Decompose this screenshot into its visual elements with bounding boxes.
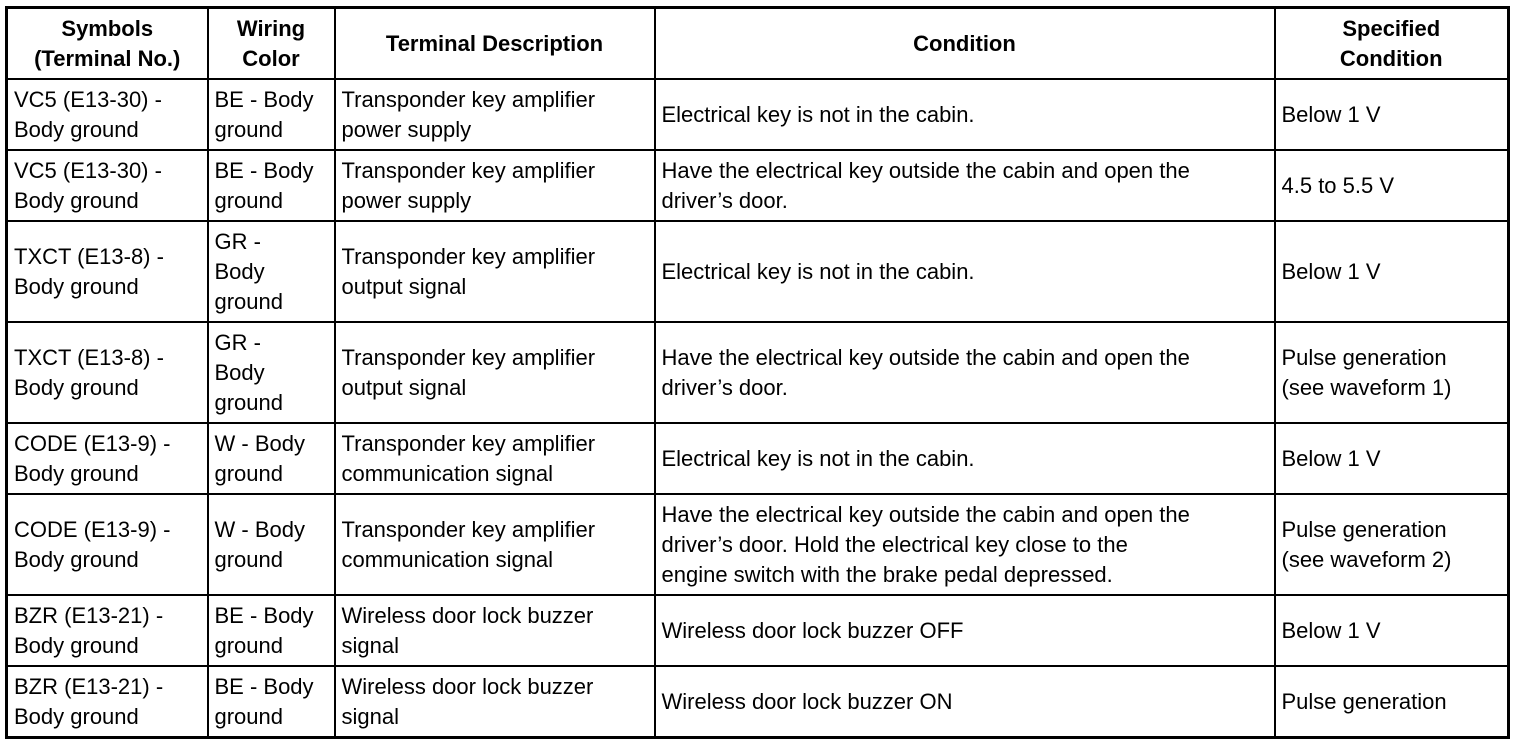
cell-terminal-description: Transponder key amplifier output signal	[335, 221, 655, 322]
cell-condition: Have the electrical key outside the cabin and open the driver’s door.	[655, 150, 1275, 221]
cell-wiring-color: BE - Body ground	[208, 79, 335, 150]
header-label: Wiring Color	[236, 15, 306, 71]
header-label: Specified Condition	[1339, 15, 1443, 71]
cell-condition: Electrical key is not in the cabin.	[655, 79, 1275, 150]
header-label: Symbols (Terminal No.)	[34, 15, 181, 71]
cell-terminal-description: Wireless door lock buzzer signal	[335, 666, 655, 738]
table-row	[7, 322, 1509, 423]
terminal-spec-table	[5, 6, 1510, 739]
cell-specified-condition: Below 1 V	[1275, 79, 1509, 150]
cell-terminal-description: Transponder key amplifier power supply	[335, 79, 655, 150]
table-row	[7, 494, 1509, 595]
cell-symbol: TXCT (E13-8) - Body ground	[7, 221, 208, 322]
header-row	[7, 8, 1509, 80]
cell-terminal-description: Transponder key amplifier output signal	[335, 322, 655, 423]
cell-wiring-color: GR - Body ground	[208, 322, 335, 423]
cell-condition: Wireless door lock buzzer OFF	[655, 595, 1275, 666]
header-label: Condition	[913, 30, 1016, 56]
header-wiring-color	[208, 8, 335, 80]
header-label: Terminal Description	[385, 30, 604, 56]
cell-terminal-description: Transponder key amplifier communication signal	[335, 423, 655, 494]
cell-specified-condition: Pulse generation	[1275, 666, 1509, 738]
cell-wiring-color: W - Body ground	[208, 423, 335, 494]
cell-specified-condition: Pulse generation (see waveform 1)	[1275, 322, 1509, 423]
cell-specified-condition: Below 1 V	[1275, 221, 1509, 322]
cell-condition: Electrical key is not in the cabin.	[655, 221, 1275, 322]
cell-symbol: CODE (E13-9) - Body ground	[7, 423, 208, 494]
header-condition	[655, 8, 1275, 80]
terminal-spec-table-wrapper	[5, 6, 1510, 739]
cell-specified-condition: Below 1 V	[1275, 595, 1509, 666]
table-row	[7, 423, 1509, 494]
cell-wiring-color: BE - Body ground	[208, 595, 335, 666]
table-row	[7, 221, 1509, 322]
cell-condition: Wireless door lock buzzer ON	[655, 666, 1275, 738]
cell-symbol: BZR (E13-21) - Body ground	[7, 595, 208, 666]
cell-terminal-description: Transponder key amplifier power supply	[335, 150, 655, 221]
header-specified-condition	[1275, 8, 1509, 80]
cell-symbol: CODE (E13-9) - Body ground	[7, 494, 208, 595]
cell-wiring-color: BE - Body ground	[208, 150, 335, 221]
table-row	[7, 595, 1509, 666]
header-symbols	[7, 8, 208, 80]
cell-symbol: TXCT (E13-8) - Body ground	[7, 322, 208, 423]
table-row	[7, 79, 1509, 150]
cell-terminal-description: Wireless door lock buzzer signal	[335, 595, 655, 666]
cell-condition: Electrical key is not in the cabin.	[655, 423, 1275, 494]
cell-specified-condition: Pulse generation (see waveform 2)	[1275, 494, 1509, 595]
cell-condition: Have the electrical key outside the cabin and open the driver’s door.	[655, 322, 1275, 423]
cell-wiring-color: BE - Body ground	[208, 666, 335, 738]
cell-specified-condition: 4.5 to 5.5 V	[1275, 150, 1509, 221]
cell-symbol: VC5 (E13-30) - Body ground	[7, 150, 208, 221]
table-row	[7, 150, 1509, 221]
cell-symbol: BZR (E13-21) - Body ground	[7, 666, 208, 738]
cell-symbol: VC5 (E13-30) - Body ground	[7, 79, 208, 150]
table-row	[7, 666, 1509, 738]
cell-specified-condition: Below 1 V	[1275, 423, 1509, 494]
table-body	[7, 79, 1509, 738]
table-header	[7, 8, 1509, 80]
header-terminal-description	[335, 8, 655, 80]
cell-condition: Have the electrical key outside the cabin and open the driver’s door. Hold the electrical key close to the engine switch with the brake pedal depressed.	[655, 494, 1275, 595]
cell-terminal-description: Transponder key amplifier communication signal	[335, 494, 655, 595]
cell-wiring-color: GR - Body ground	[208, 221, 335, 322]
cell-wiring-color: W - Body ground	[208, 494, 335, 595]
